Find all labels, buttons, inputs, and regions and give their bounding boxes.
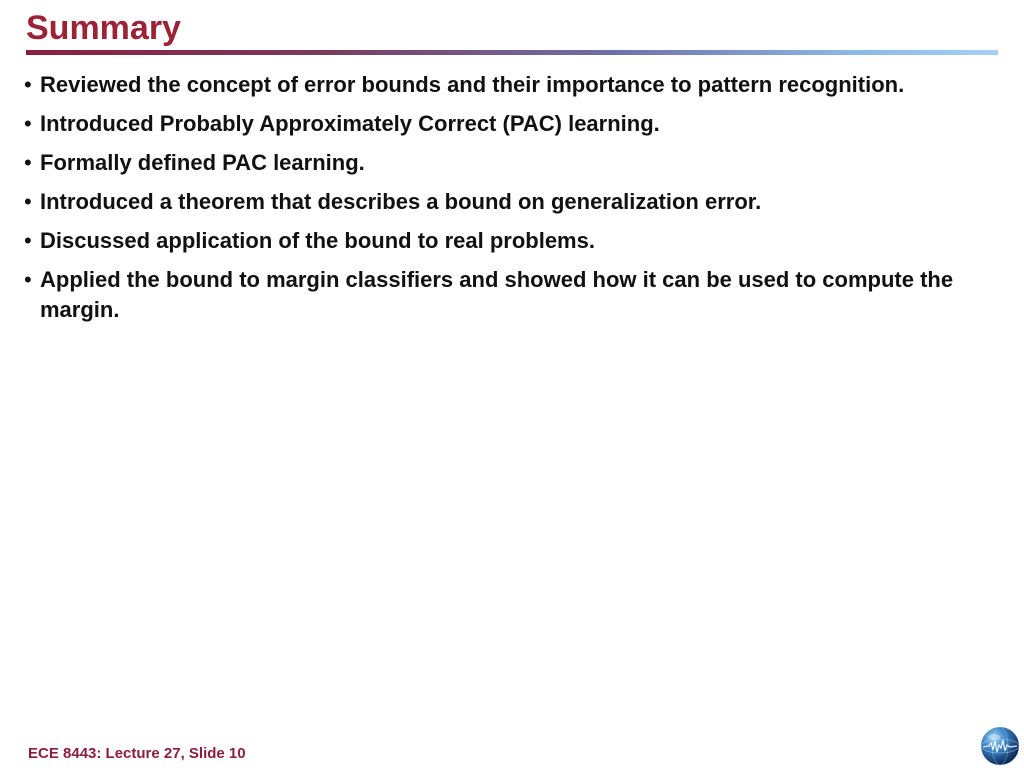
bullet-item (20, 70, 980, 100)
bullet-text: Discussed application of the bound to real problems. (40, 228, 595, 253)
bullet-item (20, 148, 980, 178)
bullet-item (20, 265, 980, 325)
bullet-text: Reviewed the concept of error bounds and their importance to pattern recognition. (40, 72, 905, 97)
bullet-dot-icon: • (24, 111, 32, 136)
bullet-item (20, 187, 980, 217)
bullet-text: Introduced Probably Approximately Correct (PAC) learning. (40, 111, 660, 136)
bullet-dot-icon: • (24, 267, 32, 292)
bullet-text: Introduced a theorem that describes a bound on generalization error. (40, 189, 762, 214)
bullet-text: Formally defined PAC learning. (40, 150, 365, 175)
bullet-dot-icon: • (24, 150, 32, 175)
bullet-item (20, 109, 980, 139)
bullet-dot-icon: • (24, 228, 32, 253)
title-divider (26, 50, 998, 55)
bullet-text: Applied the bound to margin classifiers and showed how it can be used to compute the margin. (40, 267, 954, 322)
slide-title: Summary (26, 9, 181, 47)
bullet-dot-icon: • (24, 72, 32, 97)
globe-logo-icon (980, 726, 1020, 766)
slide-footer: ECE 8443: Lecture 27, Slide 10 (28, 745, 246, 762)
bullet-item (20, 226, 980, 256)
bullet-dot-icon: • (24, 189, 32, 214)
bullet-list (20, 70, 980, 334)
